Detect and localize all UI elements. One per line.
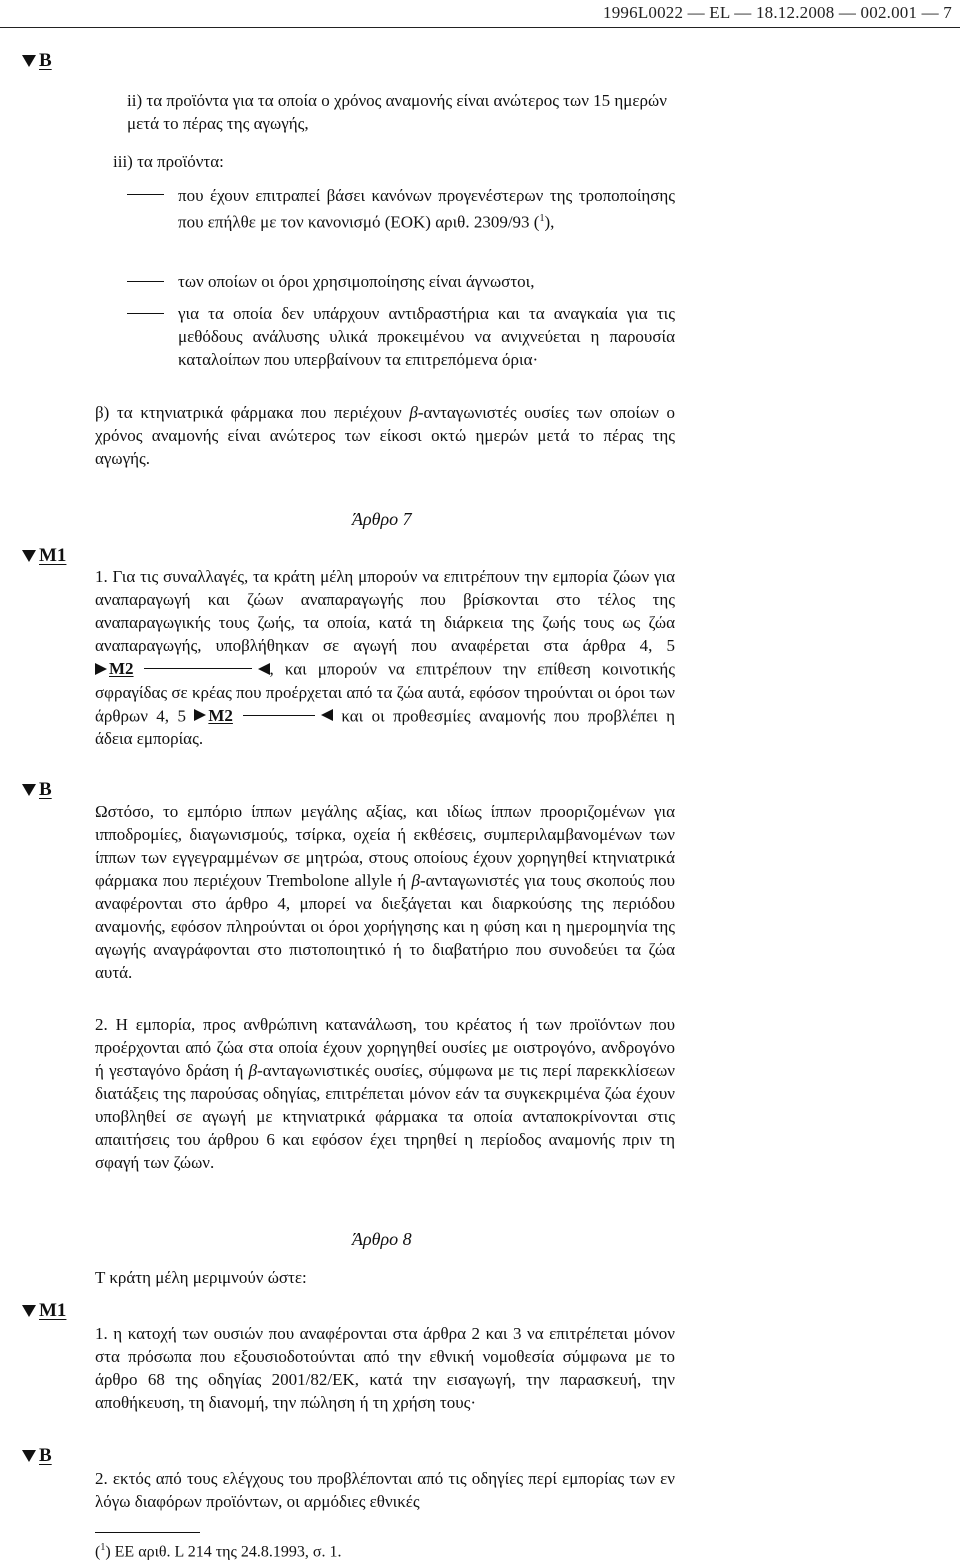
dash-bullet [127, 194, 164, 195]
triangle-left-icon [321, 709, 333, 721]
dash-item-2: των οποίων οι όροι χρησιμοποίησης είναι άγνωστοι, [178, 272, 535, 291]
article-8-item-2: 2. εκτός από τους ελέγχους του προβλέπονται από τις οδηγίες περί εμπορίας των εν λόγω διαφόρων προϊόντων, οι αρμόδιες εθνικές [95, 1469, 675, 1511]
triangle-down-icon [22, 1450, 36, 1462]
marker-label: B [39, 1445, 52, 1466]
triangle-down-icon [22, 550, 36, 562]
footnote: ($^1$) ΕΕ αριθ. L 214 της 24.8.1993, σ. 1. [95, 1542, 342, 1561]
amendment-marker-m1[interactable] [22, 1300, 66, 1322]
header-divider [0, 27, 960, 28]
marker-label: M1 [39, 545, 67, 566]
item-beta: β) τα κτηνιατρικά φάρμακα που περιέχουν β-ανταγωνιστές ουσίες των οποίων ο χρόνος αναμονής είναι ανώτερος των είκοσι οκτώ ημερών μετά το πέρας της αγωγής. [95, 403, 675, 468]
triangle-right-icon [194, 709, 206, 721]
amendment-marker-b[interactable] [22, 50, 52, 72]
triangle-down-icon [22, 1305, 36, 1317]
dash-bullet [127, 281, 164, 282]
article-7-paragraph-1-sub: Ωστόσο, το εμπόριο ίππων μεγάλης αξίας, και ιδίως ίππων προοριζομένων για ιπποδρομίες, διαγωνισμούς, τσίρκα, οχεία ή εκθέσεις, συμπεριλαμβανομένων των ίππων των εγγεγραμμένων σε μητρώα, στους οποίους έχουν χορηγηθεί κτηνιατρικά φάρμακα που περιέχουν Trembolone allyle ή β-ανταγωνιστές για τους σκοπούς που αναφέρονται στο άρθρο 4, μπορεί να διεξάγεται και διαρκούσης της περιόδου αναμονής, εφόσον πληρούνται οι όροι χορήγησης και η φύση και η ημερομηνία της αγωγής αναγράφονται στο πιστοποιητικό ή το διαβατήριο που συνοδεύει τα ζώα αυτά. [95, 802, 676, 982]
amendment-marker-b[interactable] [22, 779, 52, 801]
article-8-item-1: 1. η κατοχή των ουσιών που αναφέρονται στα άρθρα 2 και 3 να επιτρέπεται μόνον στα πρόσωπα που εξουσιοδοτούνται από την εθνική νομοθεσία σύμφωνα με το άρθρο 68 της οδηγίας 2001/82/ΕΚ, κατά την εισαγωγή, την παρασκευή, την αποθήκευση, τη διανομή, την πώληση ή τη χρήση τους· [95, 1324, 675, 1412]
deleted-text-line [144, 668, 252, 669]
triangle-down-icon [22, 784, 36, 796]
triangle-down-icon [22, 55, 36, 67]
item-iii: iii) τα προϊόντα: [113, 152, 224, 171]
article-7-paragraph-1: 1. Για τις συναλλαγές, τα κράτη μέλη μπορούν να επιτρέπουν την εμπορία ζώων για αναπαραγωγή και ζώων αναπαραγωγής που βρίσκονται στο τέλος της αναπαραγωγικής τους ζωής, τα οποία, κατά τη διάρκεια της ζωής τους ως ζώα αναπαραγωγής, υποβλήθηκαν σε αγωγή που αναφέρεται στα άρθρα 4, 5 M2 , και μπορούν να επιτρέπουν την επίθεση κοινοτικής σφραγίδας σε κρέας που προέρχεται από τα ζώα αυτά, εφόσον τηρούνται οι όροι των άρθρων 4, 5 M2 και οι προθεσμίες αναμονής που προβλέπει η άδεια εμπορίας. [95, 567, 675, 748]
dash-item-3: για τα οποία δεν υπάρχουν αντιδραστήρια και τα αναγκαία για τις μεθόδους ανάλυσης υλικά προκειμένου να ανιχνεύεται η παρουσία καταλοίπων που υπερβαίνουν τα επιτρεπόμενα όρια· [178, 304, 675, 369]
marker-label: B [39, 50, 52, 71]
amendment-marker-m1[interactable] [22, 545, 66, 567]
triangle-left-icon [258, 663, 270, 675]
deleted-text-line [243, 715, 315, 716]
dash-bullet [127, 313, 164, 314]
article-8-intro: Τ κράτη μέλη μεριμνούν ώστε: [95, 1268, 307, 1287]
marker-label: B [39, 779, 52, 800]
article-7-paragraph-2: 2. Η εμπορία, προς ανθρώπινη κατανάλωση, του κρέατος ή των προϊόντων που προέρχονται από ζώα στα οποία έχουν χορηγηθεί ουσίες με οιστρογόνο, ανδρογόνο ή γεσταγόνο δράση ή β-ανταγωνιστικές ουσίες, σύμφωνα με τις περί παρεκκλίσεων διατάξεις της παρούσας οδηγίας, επιτρέπεται μόνον εάν τα συγκεκριμένα ζώα έχουν υποβληθεί σε αγωγή με κτηνιατρικά φάρμακα τα οποία ανταποκρίνονται στις απαιτήσεις του άρθρου 6 και εφόσον έχει τηρηθεί η περίοδος αναμονής πριν τη σφαγή των ζώων. [95, 1015, 675, 1172]
document-reference: 1996L0022 — EL — 18.12.2008 — 002.001 — 7 [603, 3, 952, 22]
footnote-divider [95, 1532, 200, 1533]
triangle-right-icon [95, 663, 107, 675]
article-7-title: Άρθρο 7 [352, 509, 412, 529]
amendment-ref-m2[interactable]: M2 [194, 704, 333, 727]
dash-item-1: που έχουν επιτραπεί βάσει κανόνων προγενέστερων της τροποποίησης που επήλθε με τον κανονισμό (ΕΟΚ) αριθ. 2309/93 ($^1$), [178, 186, 675, 232]
item-ii: ii) τα προϊόντα για τα οποία ο χρόνος αναμονής είναι ανώτερος των 15 ημερών μετά το πέρας της αγωγής, [127, 91, 667, 133]
amendment-marker-b[interactable] [22, 1445, 52, 1467]
article-8-title: Άρθρο 8 [352, 1229, 412, 1249]
marker-label: M1 [39, 1300, 67, 1321]
amendment-ref-m2[interactable]: M2 [95, 657, 270, 680]
